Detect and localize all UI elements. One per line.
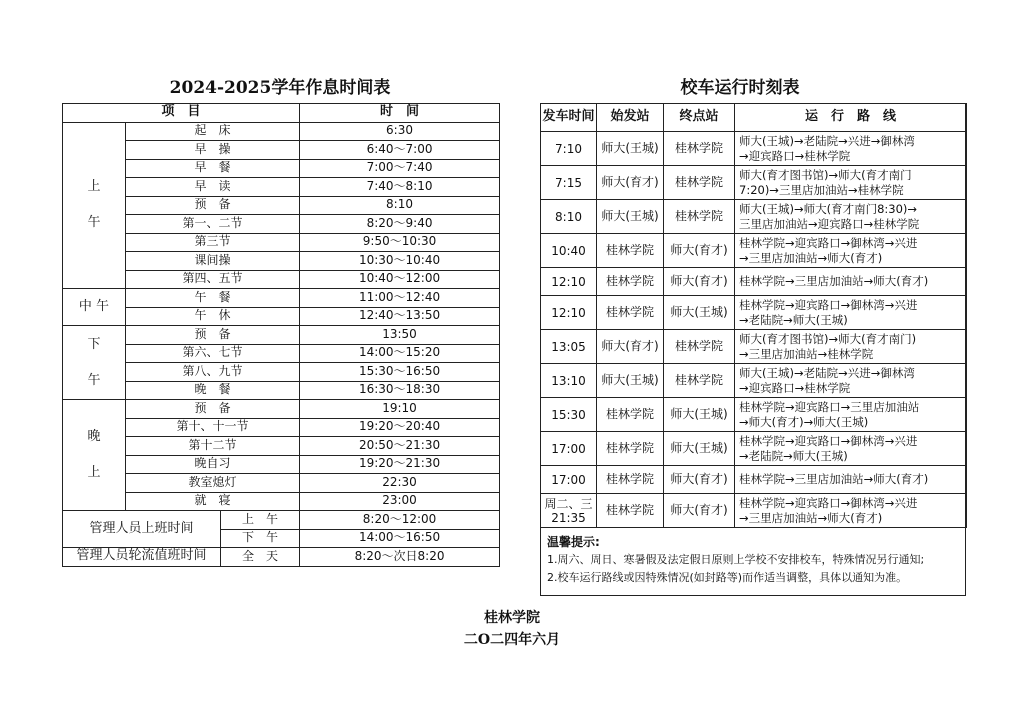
origin-cell: 桂林学院: [597, 494, 664, 528]
daily-schedule-table: [62, 103, 500, 567]
destination-cell: 师大(王城): [664, 432, 735, 466]
item-cell: 预 备: [126, 326, 300, 345]
item-cell: 第一、二节: [126, 215, 300, 234]
departure-cell: [541, 166, 597, 200]
destination-cell: 桂林学院: [664, 364, 735, 398]
route-line: 桂林学院→迎宾路口→御林湾→兴进: [739, 495, 918, 510]
departure-text: 7:10: [555, 141, 582, 156]
route-line: 桂林学院→迎宾路口→御林湾→兴进: [739, 297, 918, 312]
origin-cell: 师大(育才): [597, 166, 664, 200]
schedule-title: 2024-2025学年作息时间表: [169, 78, 391, 98]
departure-cell: [541, 268, 597, 296]
route-line: →迎宾路口→桂林学院: [739, 148, 851, 163]
item-cell: 第八、九节: [126, 363, 300, 382]
departure-cell: [541, 364, 597, 398]
time-cell: 19:10: [300, 400, 500, 419]
departure-cell: [541, 432, 597, 466]
bus-row: [541, 234, 967, 268]
staff-hours-label: 管理人员上班时间: [63, 511, 221, 548]
route-line: 桂林学院→迎宾路口→御林湾→兴进: [739, 433, 918, 448]
departure-cell: [541, 398, 597, 432]
time-cell: 8:20～12:00: [300, 511, 500, 530]
departure-text: 8:10: [555, 209, 582, 224]
route-cell: [735, 466, 967, 494]
time-cell: 20:50～21:30: [300, 437, 500, 456]
time-cell: 8:20～次日8:20: [300, 548, 500, 567]
route-line: 桂林学院→迎宾路口→御林湾→兴进: [739, 235, 918, 250]
departure-text: 10:40: [551, 243, 586, 258]
departure-text: 13:05: [551, 339, 586, 354]
route-cell: [735, 494, 967, 528]
origin-cell: 师大(王城): [597, 364, 664, 398]
item-cell: 第六、七节: [126, 344, 300, 363]
table-row: [63, 178, 500, 197]
table-row: [63, 492, 500, 511]
item-cell: 教室熄灯: [126, 474, 300, 493]
table-row: [63, 326, 500, 345]
item-cell: 预 备: [126, 400, 300, 419]
table-row: [63, 363, 500, 382]
time-cell: 14:00～16:50: [300, 529, 500, 548]
destination-cell: 师大(育才): [664, 268, 735, 296]
time-cell: 10:30～10:40: [300, 252, 500, 271]
table-row: [63, 159, 500, 178]
header-destination: 终点站: [664, 104, 735, 132]
bus-schedule-table: [540, 103, 967, 528]
origin-cell: 师大(育才): [597, 330, 664, 364]
item-cell: 晚 餐: [126, 381, 300, 400]
departure-text: 17:00: [551, 472, 586, 487]
route-line: 7:20)→三里店加油站→桂林学院: [739, 182, 904, 197]
route-line: 师大(育才图书馆)→师大(育才南门): [739, 331, 917, 346]
table-row: [63, 437, 500, 456]
destination-cell: 师大(育才): [664, 466, 735, 494]
header-origin: 始发站: [597, 104, 664, 132]
route-line: →三里店加油站→师大(育才): [739, 510, 883, 525]
time-cell: 7:00～7:40: [300, 159, 500, 178]
time-cell: 15:30～16:50: [300, 363, 500, 382]
time-cell: 10:40～12:00: [300, 270, 500, 289]
table-row: [63, 400, 500, 419]
time-cell: 19:20～21:30: [300, 455, 500, 474]
departure-text: 12:10: [551, 305, 586, 320]
route-cell: [735, 398, 967, 432]
section-afternoon-label: [63, 326, 126, 400]
bus-row: [541, 132, 967, 166]
destination-cell: 桂林学院: [664, 132, 735, 166]
route-line: 师大(王城)→师大(育才南门8:30)→: [739, 201, 918, 216]
notice-title: 温馨提示:: [547, 535, 600, 549]
departure-text: 7:15: [555, 175, 582, 190]
item-cell: 第十、十一节: [126, 418, 300, 437]
bus-row: [541, 296, 967, 330]
route-line: 桂林学院→迎宾路口→三里店加油站: [739, 399, 920, 414]
departure-text: 15:30: [551, 407, 586, 422]
table-row: [63, 511, 500, 530]
time-cell: 8:20～9:40: [300, 215, 500, 234]
origin-cell: 桂林学院: [597, 296, 664, 330]
departure-cell: [541, 296, 597, 330]
departure-cell: [541, 234, 597, 268]
time-cell: 7:40～8:10: [300, 178, 500, 197]
time-cell: 6:40～7:00: [300, 141, 500, 160]
departure-cell: [541, 330, 597, 364]
route-line: 师大(育才图书馆)→师大(育才南门: [739, 167, 912, 182]
time-cell: 13:50: [300, 326, 500, 345]
item-cell: 早 读: [126, 178, 300, 197]
route-line: →迎宾路口→桂林学院: [739, 380, 851, 395]
item-cell: 午 餐: [126, 289, 300, 308]
bus-schedule-title: 校车运行时刻表: [680, 78, 800, 98]
table-row: [63, 122, 500, 141]
departure-cell: [541, 466, 597, 494]
route-line: 桂林学院→三里店加油站→师大(育才): [739, 274, 929, 288]
route-cell: [735, 296, 967, 330]
header-item: 项 目: [63, 104, 300, 123]
item-cell: 早 操: [126, 141, 300, 160]
route-cell: [735, 200, 967, 234]
time-cell: 9:50～10:30: [300, 233, 500, 252]
footer-date: 二O二四年六月: [463, 632, 561, 648]
bus-row: [541, 200, 967, 234]
table-row: [63, 252, 500, 271]
route-line: 三里店加油站→迎宾路口→桂林学院: [739, 216, 920, 231]
item-cell: 课间操: [126, 252, 300, 271]
departure-text: 12:10: [551, 274, 586, 289]
section-noon-text: 中 午: [78, 299, 110, 314]
destination-cell: 桂林学院: [664, 200, 735, 234]
origin-cell: 桂林学院: [597, 398, 664, 432]
bus-header-row: [541, 104, 967, 132]
table-row: [63, 381, 500, 400]
bus-row: [541, 364, 967, 398]
notice-line-2: 2.校车运行路线或因特殊情况(如封路等)而作适当调整，具体以通知为准。: [547, 571, 908, 584]
table-row: [63, 307, 500, 326]
header-departure: 发车时间: [541, 104, 597, 132]
item-cell: 就 寝: [126, 492, 300, 511]
item-cell: 第三节: [126, 233, 300, 252]
time-cell: 11:00～12:40: [300, 289, 500, 308]
item-cell: 午 休: [126, 307, 300, 326]
table-row: [63, 344, 500, 363]
route-line: 桂林学院→三里店加油站→师大(育才): [739, 472, 929, 486]
destination-cell: 桂林学院: [664, 166, 735, 200]
staff-period-cell: 上 午: [221, 511, 300, 530]
bus-row: [541, 330, 967, 364]
bus-row: [541, 466, 967, 494]
table-header-row: [63, 104, 500, 123]
time-cell: 22:30: [300, 474, 500, 493]
duty-period-cell: 全 天: [221, 548, 300, 567]
route-line: 师大(王城)→老陆院→兴进→御林湾: [739, 365, 915, 380]
origin-cell: 师大(王城): [597, 132, 664, 166]
section-evening-label: [63, 400, 126, 511]
table-row: [63, 548, 500, 567]
route-line: →师大(育才)→师大(王城): [739, 414, 869, 429]
destination-cell: 师大(育才): [664, 494, 735, 528]
header-route: 运 行 路 线: [735, 104, 967, 132]
time-cell: 16:30～18:30: [300, 381, 500, 400]
section-morning-text: 上 午: [87, 179, 101, 231]
item-cell: 晚自习: [126, 455, 300, 474]
notice-box: [547, 533, 962, 587]
departure-cell: [541, 494, 597, 528]
table-row: [63, 233, 500, 252]
route-cell: [735, 166, 967, 200]
notice-line-1: 1.周六、周日、寒暑假及法定假日原则上学校不安排校车，特殊情况另行通知;: [547, 553, 925, 566]
duty-label: 管理人员轮流值班时间: [63, 548, 221, 567]
bus-row: [541, 494, 967, 528]
route-line: →三里店加油站→桂林学院: [739, 346, 874, 361]
route-cell: [735, 234, 967, 268]
time-cell: 23:00: [300, 492, 500, 511]
section-afternoon-text: 下 午: [87, 336, 101, 388]
origin-cell: 桂林学院: [597, 234, 664, 268]
header-time: 时 间: [300, 104, 500, 123]
route-line: →三里店加油站→师大(育才): [739, 250, 883, 265]
time-cell: 8:10: [300, 196, 500, 215]
table-row: [63, 418, 500, 437]
route-line: 师大(王城)→老陆院→兴进→御林湾: [739, 133, 915, 148]
destination-cell: 师大(王城): [664, 296, 735, 330]
table-row: [63, 270, 500, 289]
bus-row: [541, 432, 967, 466]
origin-cell: 桂林学院: [597, 432, 664, 466]
footer-org: 桂林学院: [484, 610, 540, 626]
departure-text: 周二、三 21:35: [544, 496, 593, 525]
section-morning-label: [63, 122, 126, 289]
route-cell: [735, 268, 967, 296]
section-evening-text: 晚 上: [87, 429, 101, 480]
departure-text: 13:10: [551, 373, 586, 388]
origin-cell: 桂林学院: [597, 466, 664, 494]
item-cell: 第十二节: [126, 437, 300, 456]
destination-cell: 师大(育才): [664, 234, 735, 268]
time-cell: 6:30: [300, 122, 500, 141]
route-cell: [735, 330, 967, 364]
bus-row: [541, 166, 967, 200]
route-cell: [735, 364, 967, 398]
item-cell: 早 餐: [126, 159, 300, 178]
table-row: [63, 141, 500, 160]
departure-cell: [541, 200, 597, 234]
time-cell: 14:00～15:20: [300, 344, 500, 363]
table-row: [63, 196, 500, 215]
route-cell: [735, 132, 967, 166]
bus-row: [541, 268, 967, 296]
staff-period-cell: 下 午: [221, 529, 300, 548]
table-row: [63, 289, 500, 308]
destination-cell: 师大(王城): [664, 398, 735, 432]
origin-cell: 桂林学院: [597, 268, 664, 296]
route-line: →老陆院→师大(王城): [739, 448, 848, 463]
departure-cell: [541, 132, 597, 166]
bus-row: [541, 398, 967, 432]
item-cell: 起 床: [126, 122, 300, 141]
origin-cell: 师大(王城): [597, 200, 664, 234]
route-line: →老陆院→师大(王城): [739, 312, 848, 327]
destination-cell: 桂林学院: [664, 330, 735, 364]
departure-text: 17:00: [551, 441, 586, 456]
table-row: [63, 455, 500, 474]
item-cell: 第四、五节: [126, 270, 300, 289]
item-cell: 预 备: [126, 196, 300, 215]
table-row: [63, 215, 500, 234]
time-cell: 19:20～20:40: [300, 418, 500, 437]
section-noon-label: [63, 289, 126, 326]
time-cell: 12:40～13:50: [300, 307, 500, 326]
table-row: [63, 474, 500, 493]
route-cell: [735, 432, 967, 466]
